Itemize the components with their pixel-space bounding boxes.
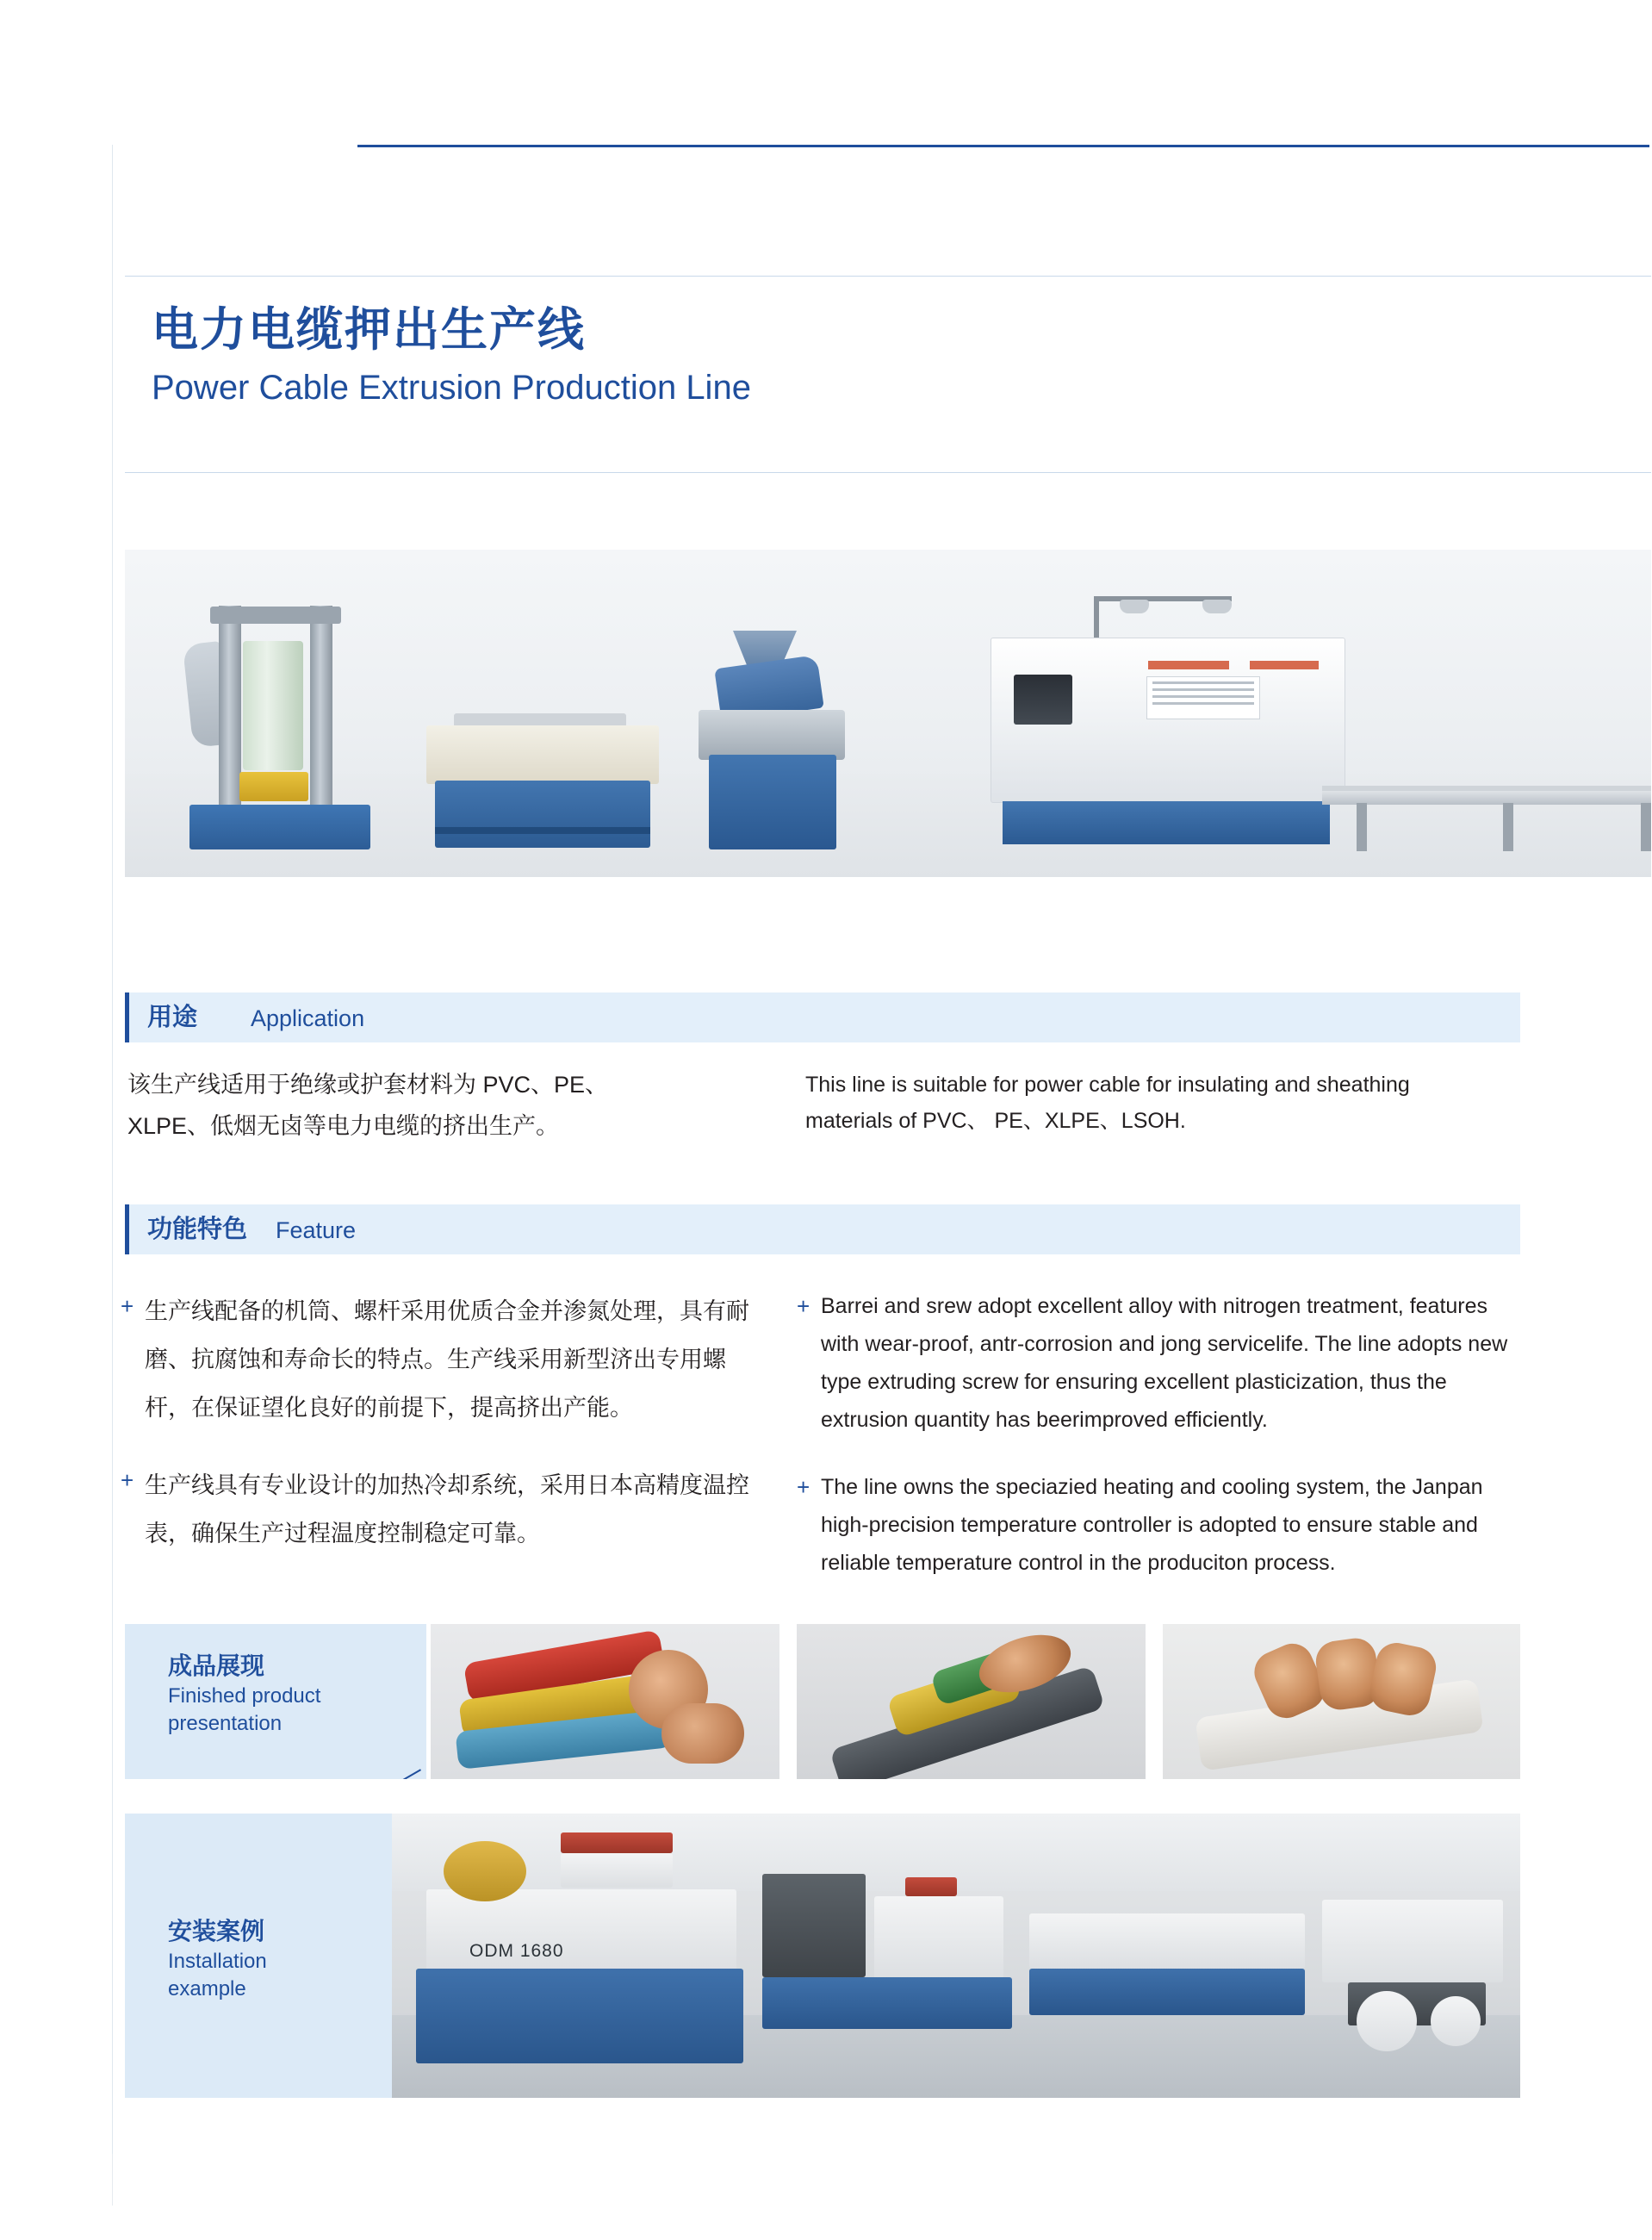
extruder-head-machine: [693, 617, 848, 849]
conveyor-belt: [1322, 791, 1651, 805]
page-bottom-rule: [112, 2154, 113, 2206]
conveyor-leg: [1641, 803, 1651, 851]
bullet-plus-icon: +: [121, 1293, 134, 1319]
production-line-rail: [1029, 1913, 1305, 1969]
tag-notch-decoration: [323, 1727, 426, 1779]
bullet-plus-icon: +: [797, 1474, 810, 1500]
finished-product-tag-cn: 成品展现: [168, 1652, 265, 1679]
machine-dark-unit: [762, 1874, 866, 1977]
installation-tag-en-line2: example: [168, 1977, 246, 2000]
feature-text: 生产线具有专业设计的加热冷却系统，采用日本高精度温控表，确保生产过程温度控制稳定可靠。: [145, 1472, 749, 1546]
machine-red-trim: [905, 1877, 957, 1896]
coil-reel: [444, 1841, 526, 1901]
finished-product-tag-en-line2: presentation: [168, 1712, 283, 1735]
finished-product-photo-3: [1163, 1624, 1520, 1779]
bullet-plus-icon: +: [797, 1293, 810, 1319]
payoff-stand-machine: [189, 591, 370, 849]
feature-item: [121, 1461, 758, 1558]
drum-wheel: [1431, 1996, 1481, 2046]
section-title-en: Feature: [276, 1217, 357, 1243]
page-title-cn: 电力电缆押出生产线: [152, 304, 586, 356]
bullet-plus-icon: +: [121, 1467, 134, 1493]
application-text-en: This line is suitable for power cable for insulating and sheathing materials of PVC、 PE、XLPE、LSOH.: [805, 1073, 1410, 1133]
hero-production-line-photo: [125, 550, 1651, 877]
page-title-en: Power Cable Extrusion Production Line: [152, 369, 751, 407]
section-title-en: Application: [251, 1005, 365, 1031]
top-accent-rule: [357, 145, 1649, 147]
feature-item: [797, 1468, 1520, 1582]
left-edge-rule: [112, 145, 113, 2169]
finished-product-tag-en-line1: Finished product: [168, 1684, 321, 1708]
machine-base-blue: [416, 1969, 743, 2063]
machine-panel: [561, 1853, 673, 1888]
installation-workshop-photo: [392, 1814, 1520, 2098]
installation-tag-cn: 安装案例: [168, 1918, 265, 1944]
section-title-cn: 功能特色: [147, 1216, 248, 1243]
feature-list-en: [797, 1287, 1520, 1611]
machine-red-trim: [561, 1832, 673, 1853]
feature-text: Barrei and srew adopt excellent alloy with nitrogen treatment, features with wear-proof, antr-corrosion and jong servicelife. The line adopts new type extruding screw for ensuring excellent plasticization, thus the extrusion quantity has beerimproved efficiently.: [821, 1294, 1508, 1432]
machine-light-unit: [874, 1896, 1003, 1979]
page-title-block: [152, 303, 1271, 410]
conveyor-leg: [1357, 803, 1367, 851]
installation-tag: [125, 1814, 426, 2098]
finished-product-photo-1: [431, 1624, 779, 1779]
installation-tag-en-line1: Installation: [168, 1950, 267, 1973]
finished-product-tag: [125, 1624, 426, 1779]
application-text-cn: 该生产线适用于绝缘或护套材料为 PVC、PE、XLPE、低烟无卤等电力电缆的挤出生产。: [127, 1072, 609, 1139]
section-header-feature: [125, 1204, 1520, 1254]
machine-base-unit: [762, 1977, 1012, 2029]
section-title-cn: 用途: [147, 1004, 198, 1031]
finished-product-photo-2: [797, 1624, 1146, 1779]
feature-item: [121, 1287, 758, 1432]
feature-text: 生产线配备的机筒、螺杆采用优质合金并渗氮处理，具有耐磨、抗腐蚀和寿命长的特点。生产线采用新型济出专用螺杆，在保证望化良好的前提下，提高挤出产能。: [145, 1298, 749, 1421]
control-cabinet-machine: [991, 594, 1344, 844]
feature-item: [797, 1287, 1520, 1439]
conveyor-leg: [1503, 803, 1513, 851]
section-header-application: [125, 992, 1520, 1042]
divider-below-title: [125, 472, 1651, 473]
feature-text: The line owns the speciazied heating and cooling system, the Janpan high-precision temperature controller is adopted to ensure stable and reliable temperature control in the produciton process.: [821, 1475, 1483, 1575]
section-accent-bar: [125, 1204, 129, 1254]
divider-above-title: [125, 276, 1651, 277]
far-machine: [1322, 1900, 1503, 1982]
caterpillar-machine: [426, 693, 659, 848]
section-accent-bar: [125, 992, 129, 1042]
drum-wheel: [1357, 1991, 1417, 2051]
machine-model-label: ODM 1680: [469, 1941, 564, 1961]
feature-list-cn: [121, 1287, 758, 1587]
production-line-base: [1029, 1969, 1305, 2015]
